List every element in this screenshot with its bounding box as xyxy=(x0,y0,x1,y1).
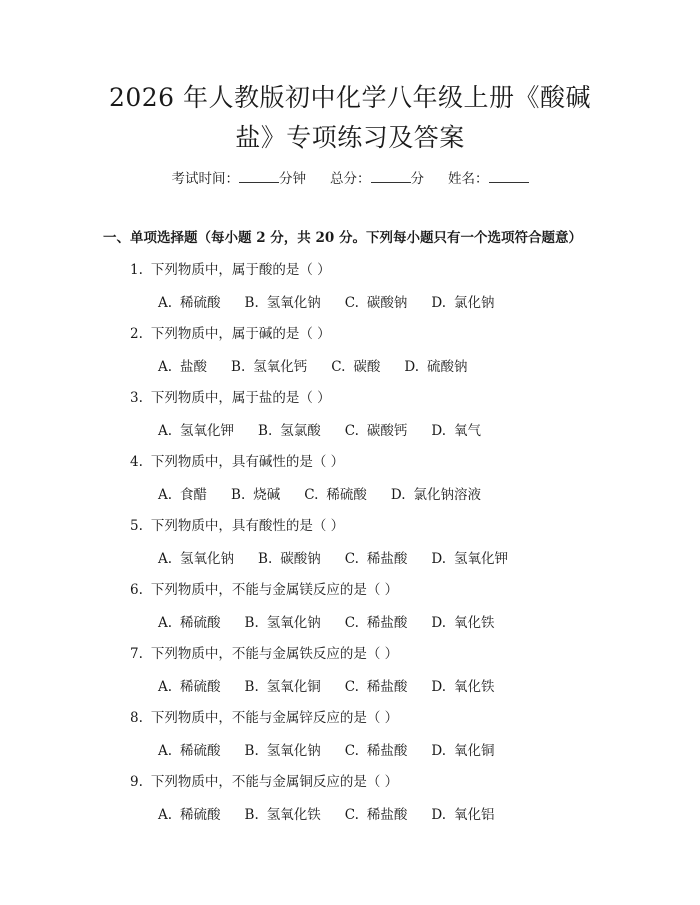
question-text: 下列物质中，具有酸性的是（ ） xyxy=(150,518,345,534)
option-key: C. xyxy=(344,807,359,823)
title-line-1: 2026 年人教版初中化学八年级上册《酸碱 xyxy=(108,83,592,112)
option-row xyxy=(158,293,495,313)
option-text: 氧化铁 xyxy=(454,615,495,631)
option-key: D. xyxy=(431,423,447,439)
option-key: D. xyxy=(404,359,420,375)
question-stem xyxy=(130,516,344,536)
option-text: 氢氧化钾 xyxy=(180,423,235,439)
option-key: B. xyxy=(244,679,259,695)
option-item xyxy=(245,741,321,761)
option-row xyxy=(158,357,468,377)
option-text: 碳酸 xyxy=(353,359,381,375)
option-item xyxy=(345,805,408,825)
question-text: 下列物质中，不能与金属镁反应的是（ ） xyxy=(150,582,399,598)
option-key: C. xyxy=(344,295,359,311)
option-text: 氢氧化钾 xyxy=(454,551,509,567)
option-text: 氯化钠溶液 xyxy=(413,487,482,503)
score-blank xyxy=(371,168,411,183)
option-text: 氧化铝 xyxy=(454,807,495,823)
option-key: C. xyxy=(304,487,319,503)
option-key: D. xyxy=(431,807,447,823)
question-stem xyxy=(130,260,331,280)
exam-info xyxy=(0,168,700,189)
question-stem xyxy=(130,772,398,792)
option-item xyxy=(431,741,494,761)
option-item xyxy=(158,613,221,633)
question-stem xyxy=(130,324,331,344)
question-stem xyxy=(130,708,398,728)
question-text: 下列物质中，不能与金属锌反应的是（ ） xyxy=(150,710,399,726)
option-text: 氢氧化钠 xyxy=(266,295,321,311)
option-text: 氯化钠 xyxy=(454,295,495,311)
option-key: A. xyxy=(158,295,173,311)
option-item xyxy=(304,485,367,505)
option-key: D. xyxy=(431,295,447,311)
question-number: 7. xyxy=(130,646,143,662)
option-text: 氢氧化铁 xyxy=(266,807,321,823)
question-text: 下列物质中，不能与金属铁反应的是（ ） xyxy=(150,646,399,662)
question-number: 3. xyxy=(130,390,143,406)
option-key: B. xyxy=(244,615,259,631)
option-key: C. xyxy=(344,615,359,631)
option-row xyxy=(158,613,495,633)
option-item xyxy=(258,549,321,569)
option-key: B. xyxy=(231,487,246,503)
option-row xyxy=(158,741,495,761)
name-blank xyxy=(489,168,529,183)
option-row xyxy=(158,421,481,441)
option-key: D. xyxy=(431,679,447,695)
option-text: 食醋 xyxy=(180,487,208,503)
option-item xyxy=(431,677,494,697)
name-label: 姓名： xyxy=(448,171,489,187)
score-unit: 分 xyxy=(410,171,424,187)
option-text: 碳酸钙 xyxy=(366,423,408,439)
option-key: B. xyxy=(244,295,259,311)
option-text: 硫酸钠 xyxy=(427,359,468,375)
question-text: 下列物质中，具有碱性的是（ ） xyxy=(150,454,345,470)
option-key: D. xyxy=(431,615,447,631)
option-item xyxy=(158,677,221,697)
option-text: 氢氧化铜 xyxy=(266,679,321,695)
option-key: A. xyxy=(158,615,173,631)
option-item xyxy=(345,677,408,697)
question-stem xyxy=(130,644,398,664)
option-item xyxy=(431,293,494,313)
question-number: 8. xyxy=(130,710,143,726)
option-item xyxy=(245,293,321,313)
option-text: 碳酸钠 xyxy=(366,295,408,311)
option-text: 稀硫酸 xyxy=(326,487,367,503)
option-item xyxy=(158,549,234,569)
option-text: 稀盐酸 xyxy=(366,551,408,567)
option-text: 氧化铁 xyxy=(454,679,495,695)
section-title: 一、单项选择题（每小题 2 分，共 20 分。下列每小题只有一个选项符合题意） xyxy=(103,230,582,246)
option-item xyxy=(404,357,467,377)
question-stem xyxy=(130,452,344,472)
option-item xyxy=(331,357,380,377)
exam-time-label: 考试时间： xyxy=(171,171,239,187)
option-text: 氧化铜 xyxy=(454,743,495,759)
exam-time-unit: 分钟 xyxy=(279,171,306,187)
option-item xyxy=(245,613,321,633)
option-key: A. xyxy=(158,743,173,759)
option-item xyxy=(258,421,321,441)
option-text: 氢氧化钠 xyxy=(266,743,321,759)
option-key: C. xyxy=(344,743,359,759)
option-text: 稀盐酸 xyxy=(366,615,408,631)
question-text: 下列物质中，属于碱的是（ ） xyxy=(150,326,331,342)
option-text: 稀硫酸 xyxy=(180,295,221,311)
option-text: 稀盐酸 xyxy=(366,807,408,823)
option-key: D. xyxy=(431,551,447,567)
question-text: 下列物质中，属于酸的是（ ） xyxy=(150,262,331,278)
option-row xyxy=(158,677,495,697)
option-text: 氧气 xyxy=(454,423,482,439)
option-text: 氢氧化钠 xyxy=(266,615,321,631)
option-item xyxy=(245,805,321,825)
question-number: 1. xyxy=(130,262,143,278)
option-item xyxy=(158,741,221,761)
option-text: 稀硫酸 xyxy=(180,679,221,695)
question-stem xyxy=(130,388,331,408)
option-text: 氢氧化钠 xyxy=(180,551,235,567)
option-item xyxy=(245,677,321,697)
option-text: 碳酸钠 xyxy=(280,551,321,567)
option-key: D. xyxy=(431,743,447,759)
question-text: 下列物质中，不能与金属铜反应的是（ ） xyxy=(150,774,399,790)
option-item xyxy=(158,485,207,505)
option-key: A. xyxy=(158,679,173,695)
option-item xyxy=(158,421,234,441)
option-text: 稀硫酸 xyxy=(180,807,221,823)
question-number: 6. xyxy=(130,582,143,598)
option-item xyxy=(345,293,408,313)
option-key: A. xyxy=(158,423,173,439)
option-item xyxy=(158,357,207,377)
option-key: C. xyxy=(344,679,359,695)
question-number: 5. xyxy=(130,518,143,534)
title-line-2: 盐》专项练习及答案 xyxy=(235,123,465,152)
option-key: C. xyxy=(344,423,359,439)
option-key: D. xyxy=(390,487,406,503)
option-key: A. xyxy=(158,807,173,823)
option-text: 氢氧化钙 xyxy=(253,359,308,375)
option-text: 盐酸 xyxy=(180,359,208,375)
option-row xyxy=(158,805,495,825)
option-text: 烧碱 xyxy=(253,487,281,503)
document-title xyxy=(60,78,640,158)
option-item xyxy=(391,485,481,505)
option-key: C. xyxy=(331,359,346,375)
option-item xyxy=(345,741,408,761)
option-key: A. xyxy=(158,487,173,503)
option-text: 稀硫酸 xyxy=(180,615,221,631)
score-label: 总分： xyxy=(330,171,371,187)
option-row xyxy=(158,549,508,569)
option-key: A. xyxy=(158,551,173,567)
option-row xyxy=(158,485,481,505)
option-key: B. xyxy=(258,551,273,567)
option-key: B. xyxy=(244,743,259,759)
option-text: 稀盐酸 xyxy=(366,679,408,695)
option-key: B. xyxy=(244,807,259,823)
option-key: C. xyxy=(344,551,359,567)
option-item xyxy=(158,293,221,313)
option-item xyxy=(431,421,481,441)
option-text: 稀盐酸 xyxy=(366,743,408,759)
option-text: 氢氯酸 xyxy=(280,423,321,439)
option-key: A. xyxy=(158,359,173,375)
option-key: B. xyxy=(231,359,246,375)
option-key: B. xyxy=(258,423,273,439)
option-item xyxy=(231,357,307,377)
option-item xyxy=(231,485,280,505)
option-text: 稀硫酸 xyxy=(180,743,221,759)
option-item xyxy=(345,421,408,441)
question-number: 9. xyxy=(130,774,143,790)
option-item xyxy=(431,613,494,633)
option-item xyxy=(345,549,408,569)
option-item xyxy=(431,549,508,569)
option-item xyxy=(431,805,494,825)
question-text: 下列物质中，属于盐的是（ ） xyxy=(150,390,331,406)
option-item xyxy=(345,613,408,633)
question-number: 4. xyxy=(130,454,143,470)
question-stem xyxy=(130,580,398,600)
exam-time-blank xyxy=(239,168,279,183)
question-number: 2. xyxy=(130,326,143,342)
option-item xyxy=(158,805,221,825)
